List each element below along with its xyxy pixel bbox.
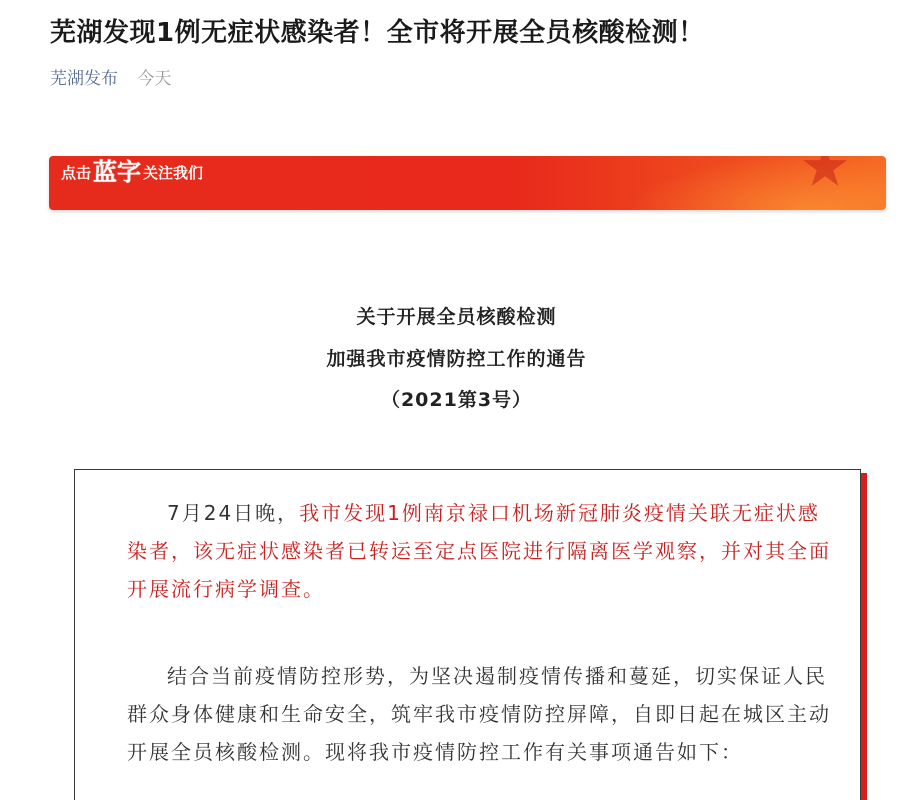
banner-glow: [626, 156, 886, 210]
follow-banner[interactable]: [49, 156, 886, 210]
notice-box: [74, 469, 861, 800]
follow-prefix: 点击: [61, 164, 92, 182]
follow-suffix: 关注我们: [143, 164, 204, 182]
notice-paragraph-1: [127, 494, 835, 608]
publish-date: 今天: [137, 69, 172, 89]
article-title: 芜湖发现1例无症状感染者！全市将开展全员核酸检测！: [50, 18, 705, 48]
article-meta: [50, 66, 171, 92]
follow-text: [61, 158, 203, 187]
author-link[interactable]: 芜湖发布: [50, 69, 118, 89]
notice-heading-line2: 加强我市疫情防控工作的通告: [326, 348, 587, 370]
notice-paragraph-2: 结合当前疫情防控形势，为坚决遏制疫情传播和蔓延，切实保证人民群众身体健康和生命安全，筑牢我市疫情防控屏障，自即日起在城区主动开展全员核酸检测。现将我市疫情防控工作有关事项通告如下：: [127, 664, 831, 764]
paragraph-1-lead: 7月24日晚，: [167, 501, 300, 525]
follow-highlight: 蓝字: [93, 158, 142, 186]
notice-heading-line1: 关于开展全员核酸检测: [356, 306, 557, 328]
notice-number: （2021第3号）: [380, 389, 533, 411]
paragraph-1-highlight: 我市发现1例南京禄口机场新冠肺炎疫情关联无症状感染者，该无症状感染者已转运至定点医院进行隔离医学观察，并对其全面开展流行病学调查。: [127, 501, 831, 601]
